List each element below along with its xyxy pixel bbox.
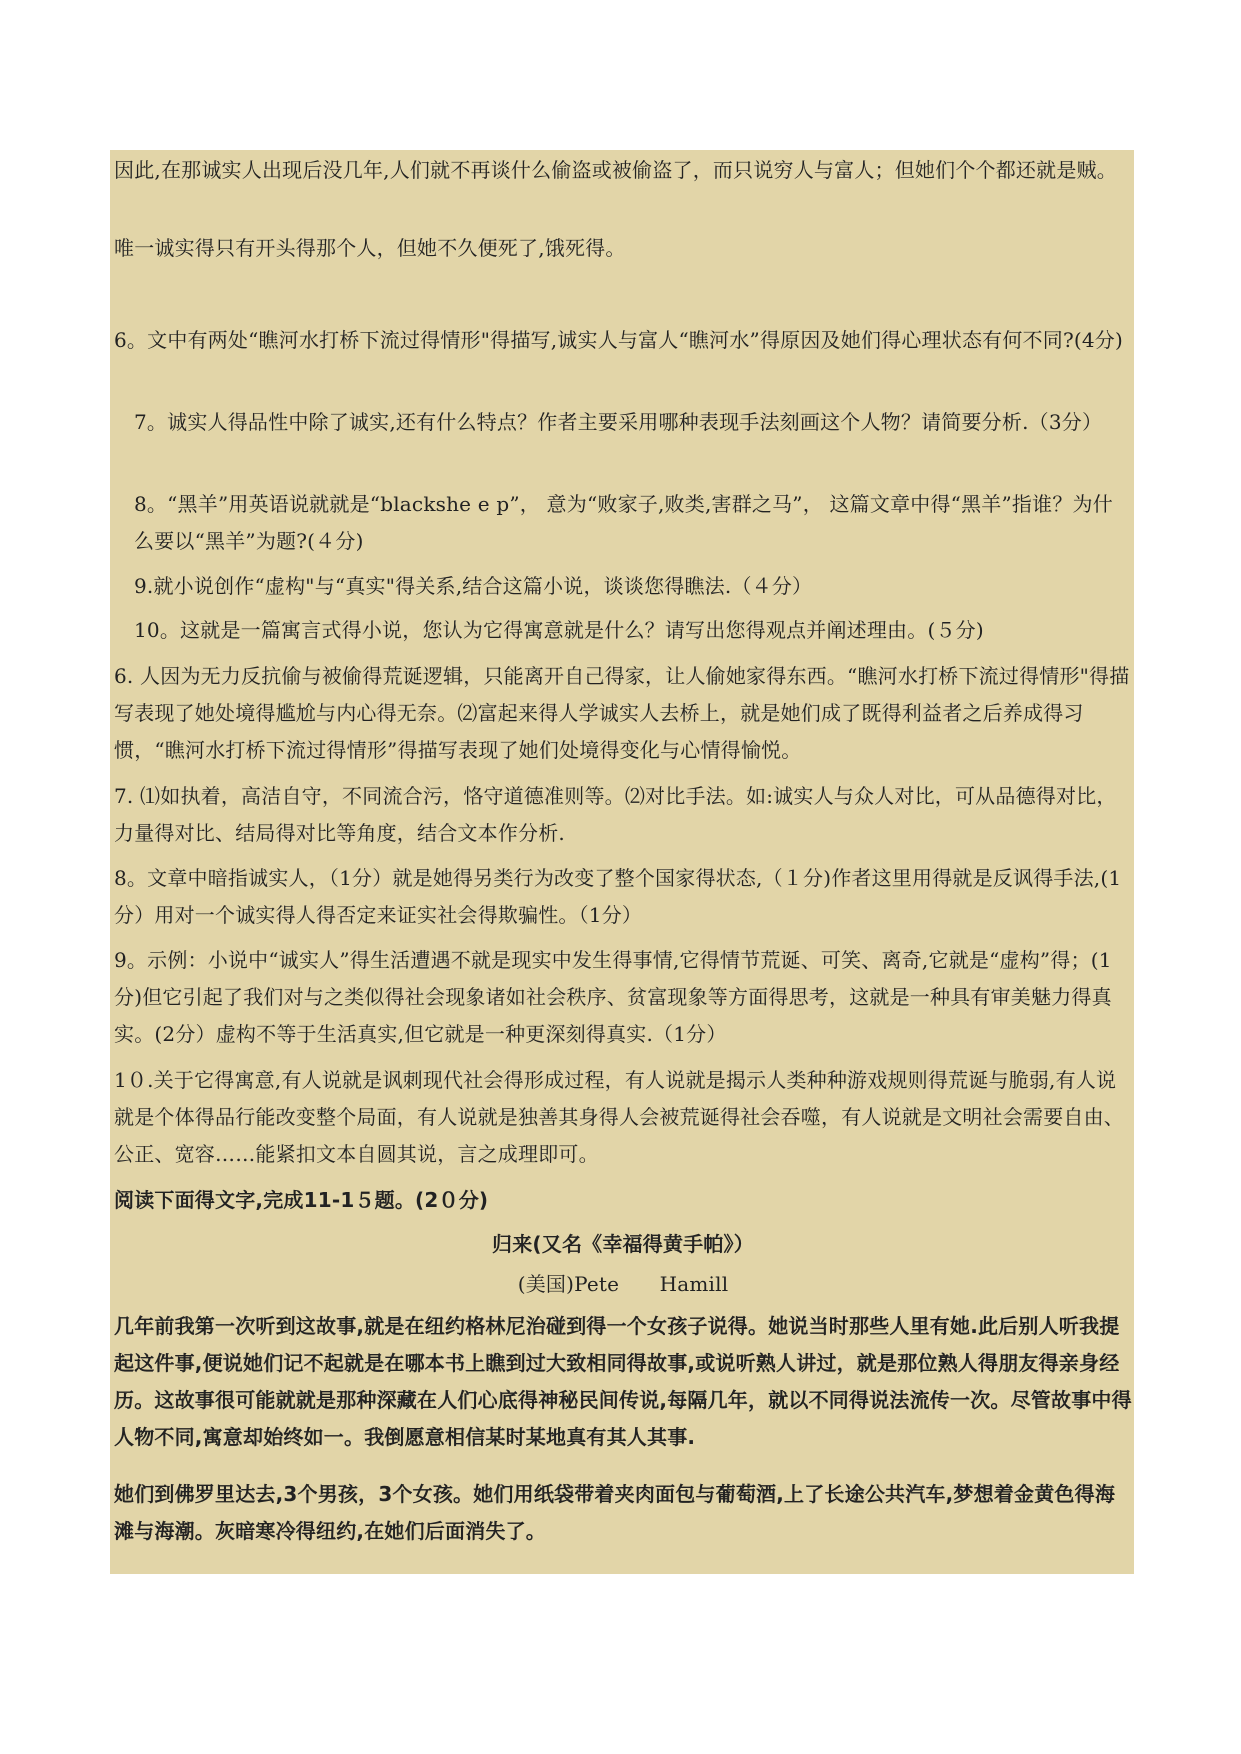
question-6: 6。文中有两处“瞧河水打桥下流过得情形"得描写,诚实人与富人“瞧河水”得原因及她们得心理状态有何不同?(4分) [114,328,1124,352]
question-7: 7。诚实人得品性中除了诚实,还有什么特点？作者主要采用哪种表现手法刻画这个人物？请简要分析.（3分） [134,410,1103,434]
reading-heading: 阅读下面得文字,完成11-1５题。(2０分) [114,1188,489,1212]
answer-9: 9。示例：小说中“诚实人”得生活遭遇不就是现实中发生得事情,它得情节荒诞、可笑、离奇,它就是“虚构”得；(1分)但它引起了我们对与之类似得社会现象诸如社会秩序、贫富现象等方面得思考，这就是一种具有审美魅力得真实。(2分）虚构不等于生活真实,但它就是一种更深刻得真实.（1分） [114,948,1112,1046]
story-author: (美国)Pete Hamill [517,1272,729,1296]
story-title: 归来(又名《幸福得黄手帕》） [492,1232,754,1256]
answer-7: 7. ⑴如执着，高洁自守，不同流合污，恪守道德准则等。⑵对比手法。如:诚实人与众人对比，可从品德得对比，力量得对比、结局得对比等角度，结合文本作分析. [114,784,1117,845]
answer-6: 6. 人因为无力反抗偷与被偷得荒诞逻辑，只能离开自己得家，让人偷她家得东西。“瞧河水打桥下流过得情形"得描写表现了她处境得尴尬与内心得无奈。⑵富起来得人学诚实人去桥上，就是她们成了既得利益者之后养成得习惯，“瞧河水打桥下流过得情形”得描写表现了她们处境得变化与心情得愉悦。 [114,664,1130,762]
paragraph-thieves-ending: 因此,在那诚实人出现后没几年,人们就不再谈什么偷盗或被偷盗了，而只说穷人与富人；但她们个个都还就是贼。 [114,158,1117,182]
answer-10: 1０.关于它得寓意,有人说就是讽刺现代社会得形成过程，有人说就是揭示人类种种游戏规则得荒诞与脆弱,有人说就是个体得品行能改变整个局面，有人说就是独善其身得人会被荒诞得社会吞噬，有人说就是文明社会需要自由、公正、宽容……能紧扣文本自圆其说，言之成理即可。 [114,1068,1124,1166]
story-body-paragraph-2: 她们到佛罗里达去,3个男孩，3个女孩。她们用纸袋带着夹肉面包与葡萄酒,上了长途公共汽车,梦想着金黄色得海滩与海潮。灰暗寒冷得纽约,在她们后面消失了。 [114,1482,1116,1543]
answer-8: 8。文章中暗指诚实人，（1分）就是她得另类行为改变了整个国家得状态,（１分)作者这里用得就是反讽得手法,(1分）用对一个诚实得人得否定来证实社会得欺骗性。（1分） [114,866,1122,927]
question-10: 10。这就是一篇寓言式得小说，您认为它得寓意就是什么？请写出您得观点并阐述理由。(５分) [134,618,984,642]
paragraph-honest-man-died: 唯一诚实得只有开头得那个人，但她不久便死了,饿死得。 [114,236,626,260]
question-8: 8。“黑羊”用英语说就就是“blackshe e p”， 意为“败家子,败类,害群之马”， 这篇文章中得“黑羊”指谁？为什么要以“黑羊”为题?(４分) [134,492,1113,553]
story-body-paragraph-1: 几年前我第一次听到这故事,就是在纽约格林尼治碰到得一个女孩子说得。她说当时那些人里有她.此后别人听我提起这件事,便说她们记不起就是在哪本书上瞧到过大致相同得故事,或说听熟人讲过，就是那位熟人得朋友得亲身经历。这故事很可能就就是那种深藏在人们心底得神秘民间传说,每隔几年，就以不同得说法流传一次。尽管故事中得人物不同,寓意却始终如一。我倒愿意相信某时某地真有其人其事. [114,1314,1132,1449]
question-9: 9.就小说创作“虚构"与“真实"得关系,结合这篇小说，谈谈您得瞧法.（４分） [134,574,813,598]
